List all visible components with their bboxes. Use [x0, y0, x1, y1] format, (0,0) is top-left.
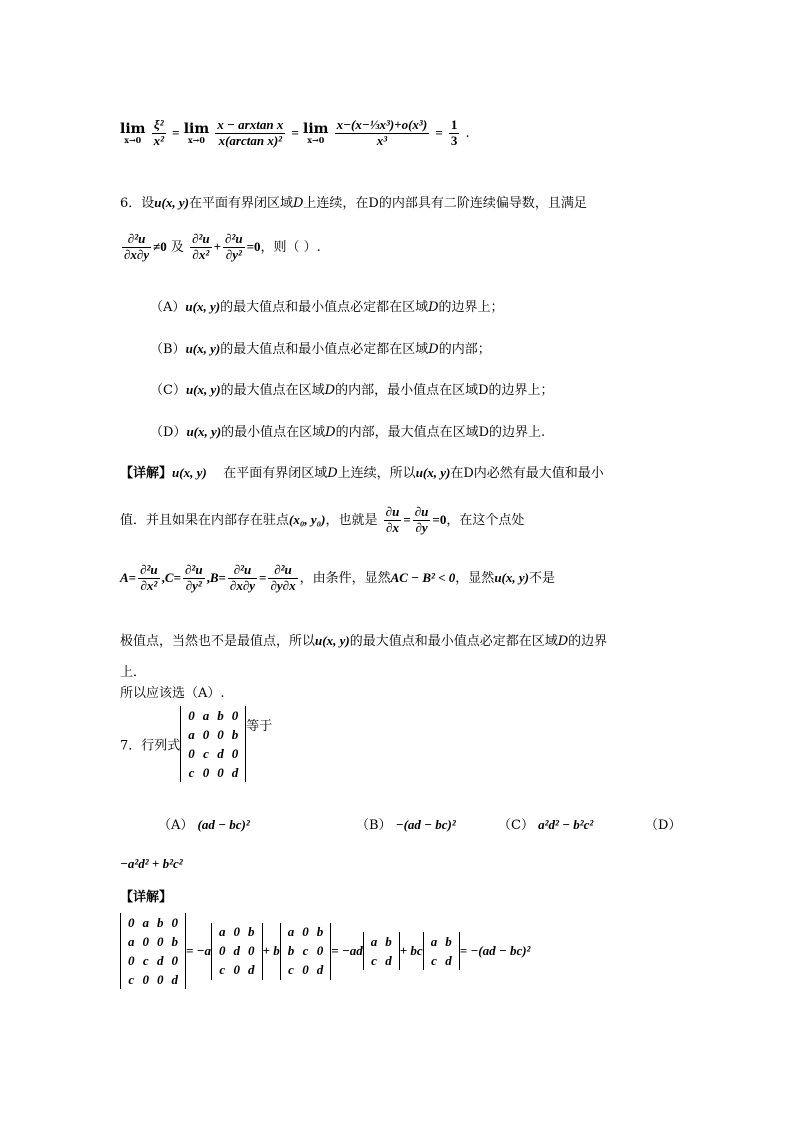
q7-matrix-cell: 0 — [217, 764, 224, 780]
det3a-cell: 0 — [248, 943, 255, 958]
det2b-cell: a — [430, 933, 438, 949]
det4-cell: d — [171, 971, 178, 987]
det4-cell: 0 — [157, 933, 164, 949]
detail6-line3: A= $\frac{\text{∂²u}}{\text{∂x²}}$ ,C= $\frac{\text{∂²u}}{\text{∂y²}}$ ,B= $\frac{\text{∂²u}}{\partial x\partial y}$ = $\frac{\text{∂²u}}{\partial y\partial x}$ ，由条件，显然AC − B² < 0，显然u(x, y)不是 — [120, 562, 555, 593]
cond1-fraction: $\frac{\text{∂²u}}{\partial x\partial y}$ — [124, 231, 150, 262]
detail6-line1: 【详解】u(x, y) 在平面有界闭区域D上连续，所以u(x, y)在D内必然有最大值和最小 — [120, 465, 604, 481]
det3a-cell: 0 — [233, 924, 241, 939]
q7-matrix-cell: b — [231, 726, 239, 742]
du-dx-fraction: $\frac{\partial u}{\partial x}$ — [385, 504, 400, 535]
lim-3: lim x→0 — [303, 121, 329, 146]
det3b-cell: a — [287, 924, 295, 939]
det4-cell: 0 — [171, 952, 178, 968]
q6-option-d: （D）u(x, y)的最小值点在区域D的内部，最大值点在区域D的边界上. — [150, 424, 546, 440]
det3b-cell: c — [302, 943, 309, 958]
B-fraction: $\frac{\text{∂²u}}{\partial x\partial y}$ — [229, 562, 256, 593]
fraction-arctan: $\frac{\text{x − arxtan x}}{\text{x(arctan x)²}}$ — [217, 117, 284, 148]
q6-option-a: （A）u(x, y)的最大值点和最小值点必定都在区域D的边界上； — [150, 299, 504, 315]
q7-matrix-cell: a — [188, 726, 195, 742]
lim-2: lim x→0 — [183, 121, 210, 146]
det2b-cell: d — [445, 952, 452, 968]
q7-matrix-cell: 0 — [188, 707, 195, 723]
limit-formula: lim x→0 $\frac{\text{ξ²}}{\text{x²}}$ = lim x→0 $\frac{\text{x − arxtan x}}{\text{x(arctan x)²}}$ = lim x→0 $\frac{\text{x−(x−⅓x³)+o(x³)}}{\text{x³}}$ = $\frac{1}{3}$ . — [120, 117, 470, 148]
det3b-cell: b — [287, 943, 295, 958]
det3a-cell: 0 — [233, 962, 241, 977]
q7-option-d-expr: −a²d² + b²c² — [120, 856, 183, 871]
det4-cell: 0 — [128, 952, 135, 968]
det3a-cell: b — [248, 924, 255, 939]
det4-cell: d — [157, 952, 164, 968]
q7-statement: 7．行列式 0 a b 0 a 0 0 b 0 c d 0 c 0 0 d 等于 — [120, 706, 272, 782]
q7-matrix-cell: c — [203, 745, 209, 761]
det-3x3-b — [280, 923, 332, 980]
det4-cell: c — [142, 952, 149, 968]
det2a-cell: c — [371, 952, 377, 968]
det4-cell: 0 — [142, 933, 149, 949]
det3b-cell: 0 — [316, 943, 324, 958]
A-fraction: $\frac{\text{∂²u}}{\text{∂x²}}$ — [140, 562, 158, 593]
det4-cell: 0 — [142, 971, 149, 987]
q7-matrix-cell: d — [217, 745, 224, 761]
q7-matrix-cell: a — [202, 707, 210, 723]
q7-option-b: （B） −(ad − bc)² — [356, 817, 456, 833]
cond2a-fraction: $\frac{\text{∂²u}}{\text{∂x²}}$ — [192, 231, 210, 262]
det4-cell: 0 — [171, 914, 178, 930]
det2b-cell: c — [431, 952, 437, 968]
q7-matrix-cell: 0 — [188, 745, 195, 761]
q7-matrix-cell: d — [231, 764, 239, 780]
detail6-line4: 极值点，当然也不是最值点，所以u(x, y)的最大值点和最小值点必定都在区域D的边界 — [120, 633, 608, 649]
det3b-cell: c — [288, 962, 294, 977]
fraction-xi: $\frac{\text{ξ²}}{\text{x²}}$ — [153, 117, 164, 148]
detail6-line2: 值．并且如果在内部存在驻点(x₀, y₀)，也就是 $\frac{\partial u}{\partial x}$ = $\frac{\partial u}{\partial y}$ =0，在这个点处 — [120, 504, 525, 535]
lim-1: lim x→0 — [120, 121, 146, 146]
q6-line1: 6．设u(x, y)在平面有界闭区域D上连续，在D的内部具有二阶连续偏导数，且满足 — [120, 195, 587, 211]
det2a-cell: b — [385, 933, 392, 949]
q6-option-c: （C）u(x, y)的最大值点在区域D的内部，最小值点在区域D的边界上； — [150, 382, 554, 398]
q7-matrix-cell: 0 — [217, 726, 224, 742]
det3b-cell: b — [316, 924, 324, 939]
det4-cell: a — [128, 933, 135, 949]
det3a-cell: a — [219, 924, 226, 939]
q7-determinant — [180, 706, 246, 782]
q7-matrix-cell: 0 — [231, 745, 239, 761]
B2-fraction: $\frac{\text{∂²u}}{\partial y\partial x}$ — [270, 562, 296, 593]
detail6-answer: 所以应该选（A）. — [120, 686, 225, 701]
du-dy-fraction: $\frac{\partial u}{\partial y}$ — [414, 504, 429, 535]
det2b-cell: b — [445, 933, 452, 949]
det-4x4 — [120, 913, 186, 989]
det-3x3-a — [211, 923, 263, 980]
det-2x2-b — [423, 932, 460, 970]
det3b-cell: 0 — [302, 924, 309, 939]
det-2x2-a — [363, 932, 400, 970]
fraction-taylor: $\frac{\text{x−(x−⅓x³)+o(x³)}}{\text{x³}}$ — [336, 117, 428, 148]
det3a-cell: d — [233, 943, 241, 958]
det4-cell: 0 — [128, 914, 135, 930]
q7-option-c: （C） a²d² − b²c² — [498, 817, 594, 833]
q7-matrix-cell: 0 — [231, 707, 239, 723]
det3b-cell: d — [316, 962, 324, 977]
q6-conditions: $\frac{\text{∂²u}}{\partial x\partial y}$ ≠0 及 $\frac{\text{∂²u}}{\text{∂x²}}$ + $\frac{\text{∂²u}}{\text{∂y²}}$ =0，则（ ）. — [124, 231, 321, 262]
det4-cell: b — [171, 933, 178, 949]
q6-option-b: （B）u(x, y)的最大值点和最小值点必定都在区域D的内部； — [150, 341, 491, 357]
q7-matrix-cell: c — [188, 764, 195, 780]
det2a-cell: a — [370, 933, 378, 949]
q7-matrix-cell: b — [217, 707, 224, 723]
det2a-cell: d — [385, 952, 392, 968]
det4-cell: c — [128, 971, 135, 987]
q7-matrix-cell: 0 — [202, 726, 210, 742]
cond2b-fraction: $\frac{\text{∂²u}}{\text{∂y²}}$ — [225, 231, 243, 262]
det4-cell: 0 — [157, 971, 164, 987]
det3b-cell: 0 — [302, 962, 309, 977]
det3a-cell: 0 — [219, 943, 226, 958]
q7-option-d-label: （D） — [645, 818, 682, 833]
q7-matrix-cell: 0 — [202, 764, 210, 780]
det3a-cell: c — [219, 962, 226, 977]
q7-option-a: （A） (ad − bc)² — [158, 817, 250, 833]
detail7-expansion: 0 a b 0 a 0 0 b 0 c d 0 c 0 0 d = −a a 0 b 0 d 0 c 0 d + b a 0 b b c 0 c 0 d = −ad a b c d + bc a b c d = −(ad − bc)² — [120, 913, 530, 989]
detail7-tag: 【详解】 — [120, 890, 173, 905]
fraction-result: $\frac{1}{3}$ — [450, 117, 458, 148]
detail6-line5: 上． — [120, 665, 147, 680]
det3a-cell: d — [248, 962, 255, 977]
det4-cell: a — [142, 914, 149, 930]
C-fraction: $\frac{\text{∂²u}}{\text{∂y²}}$ — [185, 562, 203, 593]
det4-cell: b — [157, 914, 164, 930]
